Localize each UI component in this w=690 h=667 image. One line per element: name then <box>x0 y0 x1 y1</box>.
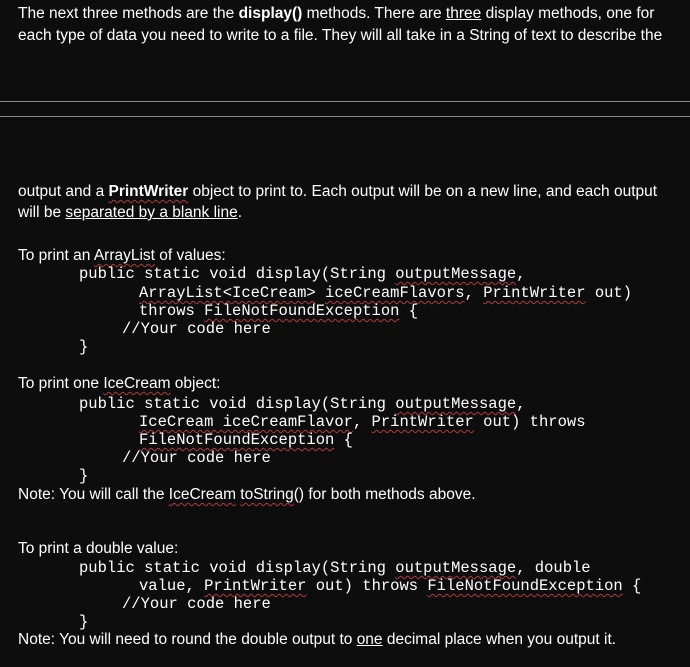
para2-line-1 <box>18 181 683 203</box>
code-text: { <box>334 431 353 449</box>
page-divider-bottom <box>0 116 690 117</box>
arraylist-heading <box>18 245 683 267</box>
page-divider-top <box>0 101 690 102</box>
note-term: IceCream <box>168 486 236 503</box>
note-text: () for both methods above. <box>293 486 476 503</box>
heading-term: IceCream <box>103 375 171 392</box>
code-identifier: outputMessage <box>395 395 517 413</box>
arraylist-code-line-2 <box>139 284 632 302</box>
double-code-line-2 <box>139 577 641 595</box>
arraylist-code-line-1 <box>79 265 526 283</box>
code-identifier: IceCream iceCreamFlavor <box>139 413 353 431</box>
code-text: { <box>399 302 419 320</box>
double-note <box>18 629 683 651</box>
code-text: , <box>464 284 484 302</box>
icecream-code-close: } <box>79 467 89 485</box>
code-text: , double <box>516 559 591 577</box>
double-code-comment: //Your code here <box>122 595 271 613</box>
intro-text: methods. There are <box>302 5 446 22</box>
icecream-code-line-3 <box>139 431 353 449</box>
code-identifier: PrintWriter <box>483 284 586 302</box>
icecream-heading <box>18 373 683 395</box>
heading-text: To print an <box>18 247 94 264</box>
heading-text: object: <box>170 375 221 392</box>
code-identifier: outputMessage <box>395 559 517 577</box>
three-emphasis: three <box>445 5 482 22</box>
icecream-code-comment: //Your code here <box>122 449 271 467</box>
code-text: out) throws <box>306 577 428 595</box>
code-text: , <box>352 413 372 431</box>
icecream-note <box>18 484 683 506</box>
code-text: public static void display(String <box>79 265 396 283</box>
para2-text: object to print to. Each output will be on a new line, and each output <box>188 183 658 200</box>
code-identifier: FileNotFoundException <box>204 302 400 320</box>
note-text: Note: You will need to round the double output to <box>18 631 357 648</box>
code-identifier: outputMessage <box>395 265 517 283</box>
code-identifier: PrintWriter <box>371 413 474 431</box>
para2-text: will be <box>18 204 66 221</box>
display-method-name: display() <box>238 5 303 22</box>
code-text: public static void display(String <box>79 559 396 577</box>
code-identifier: FileNotFoundException <box>139 431 335 449</box>
printwriter-term: PrintWriter <box>108 183 189 200</box>
arraylist-code-line-3 <box>139 302 418 320</box>
heading-text: of values: <box>154 247 226 264</box>
double-code-close: } <box>79 613 89 631</box>
icecream-code-line-1 <box>79 395 526 413</box>
para2-line-2 <box>18 202 683 224</box>
code-identifier: ArrayList<IceCream> <box>139 284 316 302</box>
intro-text: display methods, one for <box>481 5 655 22</box>
code-text: value, <box>139 577 205 595</box>
para2-text: output and a <box>18 183 109 200</box>
intro-line-2: each type of data you need to write to a file. They will all take in a String of text to describe the <box>18 27 663 44</box>
code-text: out) <box>585 284 633 302</box>
intro-line-1 <box>18 3 683 25</box>
code-text: , <box>516 265 526 283</box>
arraylist-code-comment: //Your code here <box>122 320 271 338</box>
code-text: public static void display(String <box>79 395 396 413</box>
icecream-code-line-2 <box>139 413 586 431</box>
one-emphasis: one <box>356 631 383 648</box>
para2-text: . <box>237 204 243 221</box>
code-identifier: PrintWriter <box>204 577 307 595</box>
heading-text: To print one <box>18 375 104 392</box>
code-text <box>316 284 325 302</box>
code-identifier: FileNotFoundException <box>427 577 623 595</box>
blank-line-emphasis: separated by a blank line <box>65 204 238 221</box>
note-text: decimal place when you output it. <box>382 631 617 648</box>
heading-term: ArrayList <box>93 247 155 264</box>
note-term: toString <box>240 486 294 503</box>
intro-text: The next three methods are the <box>18 5 239 22</box>
code-text: out) throws <box>473 413 586 431</box>
double-heading: To print a double value: <box>18 540 179 557</box>
code-text: , <box>516 395 526 413</box>
arraylist-code-close: } <box>79 338 89 356</box>
code-identifier: iceCreamFlavors <box>325 284 465 302</box>
code-text: { <box>622 577 642 595</box>
double-code-line-1 <box>79 559 591 577</box>
code-text: throws <box>139 302 205 320</box>
note-text: Note: You will call the <box>18 486 169 503</box>
